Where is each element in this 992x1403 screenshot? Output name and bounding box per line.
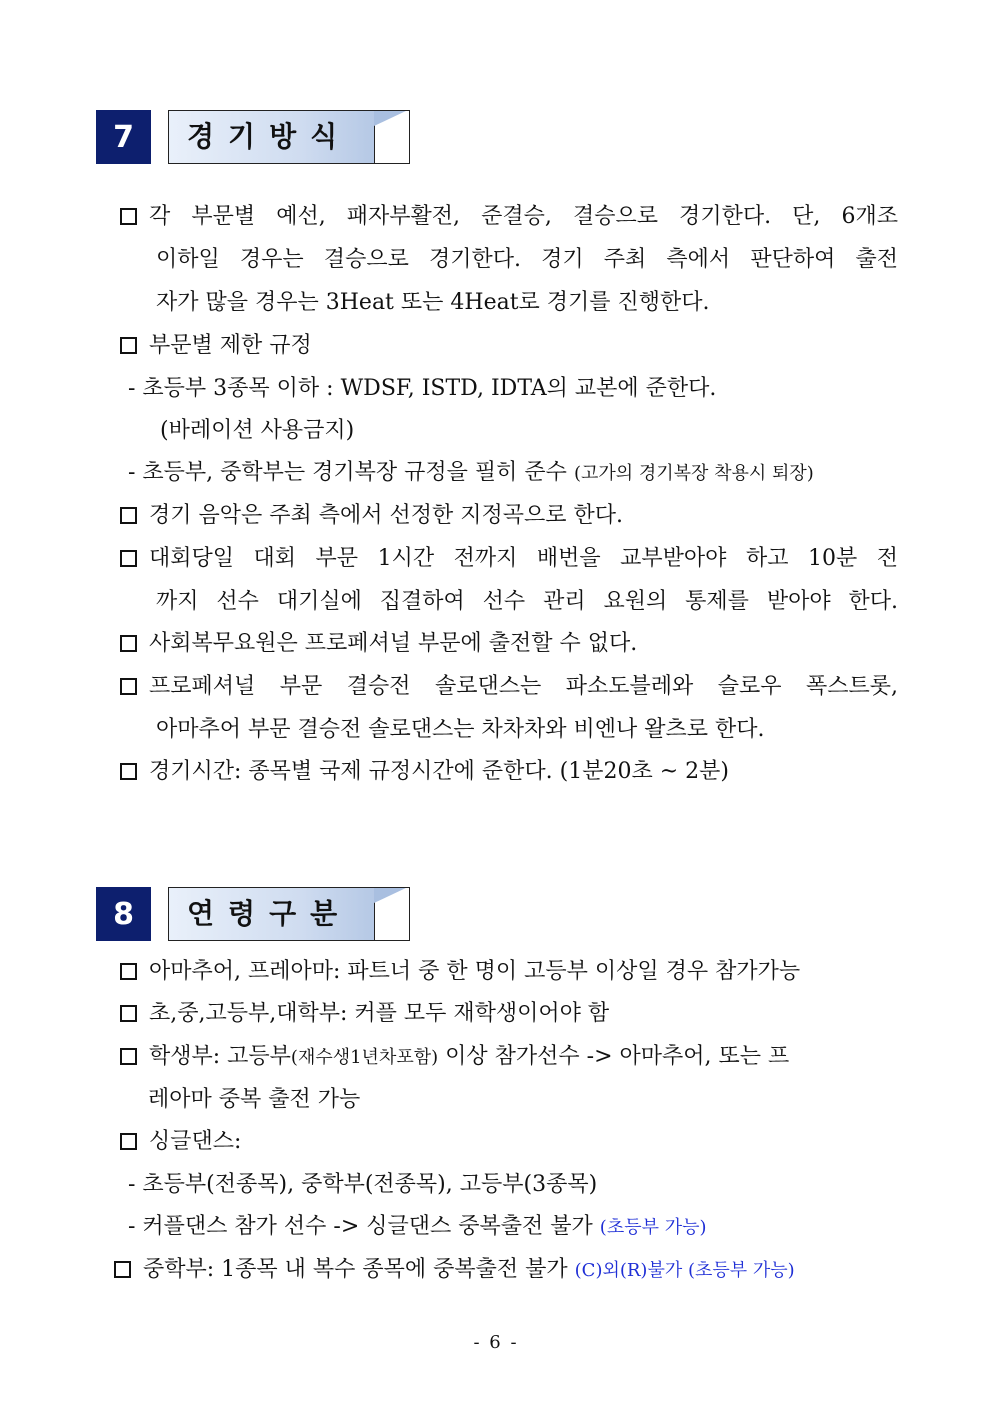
checkbox-icon <box>120 763 137 780</box>
page-number: - 6 - <box>473 1332 519 1353</box>
list-item: 사회복무요원은 프로페셔널 부문에 출전할 수 없다. <box>120 629 637 659</box>
list-item: 경기 음악은 주최 측에서 선정한 지정곡으로 한다. <box>120 501 623 531</box>
sub-item: - 초등부 3종목 이하 : WDSF, ISTD, IDTA의 교본에 준한다. <box>128 376 717 401</box>
checkbox-icon <box>120 507 137 524</box>
list-item-continued: 아마추어 부문 결승전 솔로댄스는 차차차와 비엔나 왈츠로 한다. <box>156 717 765 742</box>
section-number: 8 <box>96 887 151 941</box>
checkbox-icon <box>120 963 137 980</box>
checkbox-icon <box>120 1048 137 1065</box>
checkbox-icon <box>120 635 137 652</box>
checkbox-icon <box>114 1261 131 1278</box>
list-item: 각 부문별 예선, 패자부활전, 준결승, 결승으로 경기한다. 단, 6개조 <box>120 202 898 232</box>
note: (C)외(R)불가 (초등부 가능) <box>574 1260 795 1281</box>
sub-item: - 초등부(전종목), 중학부(전종목), 고등부(3종목) <box>128 1172 598 1197</box>
checkbox-icon <box>120 550 137 567</box>
section-title: 연령구분 <box>187 897 352 930</box>
sub-item: - 커플댄스 참가 선수 -> 싱글댄스 중복출전 불가 (초등부 가능) <box>128 1214 707 1239</box>
section-title: 경기방식 <box>187 120 352 153</box>
list-item: 프로페셔널 부문 결승전 솔로댄스는 파소도블레와 슬로우 폭스트롯, <box>120 672 898 702</box>
note: (초등부 가능) <box>599 1217 707 1238</box>
list-item-continued: 까지 선수 대기실에 집결하여 선수 관리 요원의 통제를 받아야 한다. <box>156 589 898 614</box>
sub-item: - 초등부, 중학부는 경기복장 규정을 필히 준수 (고가의 경기복장 착용시 퇴장) <box>128 460 814 485</box>
checkbox-icon <box>120 678 137 695</box>
list-item: 아마추어, 프레아마: 파트너 중 한 명이 고등부 이상일 경우 참가가능 <box>120 957 800 987</box>
list-item: 중학부: 1종목 내 복수 종목에 중복출전 불가 (C)외(R)불가 (초등부 가능) <box>114 1255 795 1286</box>
list-item: 싱글댄스: <box>120 1127 241 1157</box>
list-item-continued: 레아마 중복 출전 가능 <box>148 1087 361 1112</box>
list-item-continued: 이하일 경우는 결승으로 경기한다. 경기 주최 측에서 판단하여 출전 <box>156 247 898 272</box>
note: (고가의 경기복장 착용시 퇴장) <box>573 463 814 484</box>
checkbox-icon <box>120 208 137 225</box>
checkbox-icon <box>120 337 137 354</box>
checkbox-icon <box>120 1133 137 1150</box>
list-item: 학생부: 고등부(재수생1년차포함) 이상 참가선수 -> 아마추어, 또는 프 <box>120 1042 789 1073</box>
section-number: 7 <box>96 110 151 164</box>
sub-item-continued: (바레이션 사용금지) <box>160 418 355 443</box>
list-item: 초,중,고등부,대학부: 커플 모두 재학생이어야 함 <box>120 999 609 1029</box>
list-item: 경기시간: 종목별 국제 규정시간에 준한다. (1분20초 ~ 2분) <box>120 757 729 787</box>
folded-corner <box>374 888 409 940</box>
checkbox-icon <box>120 1005 137 1022</box>
list-item-continued: 자가 많을 경우는 3Heat 또는 4Heat로 경기를 진행한다. <box>156 290 710 315</box>
section-title-box <box>168 110 410 164</box>
section-title-box <box>168 887 410 941</box>
list-item: 대회당일 대회 부문 1시간 전까지 배번을 교부받아야 하고 10분 전 <box>120 544 898 574</box>
folded-corner <box>374 111 409 163</box>
note: (재수생1년차포함) <box>290 1047 439 1068</box>
list-item: 부문별 제한 규정 <box>120 331 312 361</box>
